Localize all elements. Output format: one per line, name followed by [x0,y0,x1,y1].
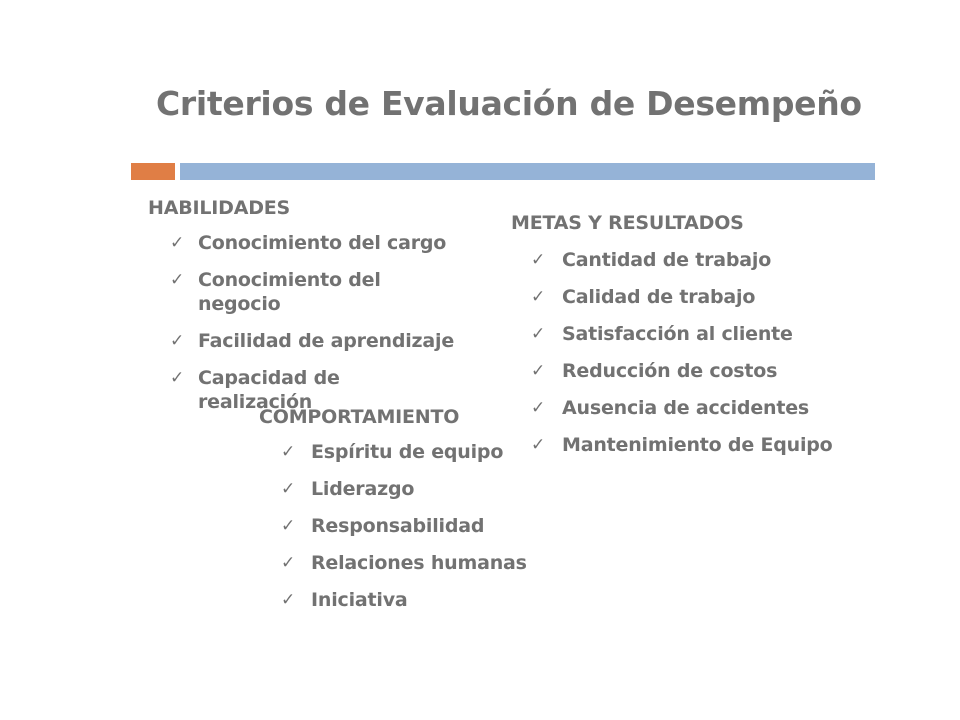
check-icon: ✓ [281,479,296,499]
list-item-label: Conocimiento del cargo [198,232,447,254]
list-item-label: Espíritu de equipo [311,441,504,463]
list-item-label: Relaciones humanas [311,552,527,574]
check-icon: ✓ [170,368,185,388]
list-item-label: Liderazgo [311,478,415,500]
check-icon: ✓ [281,590,296,610]
list-item [511,396,833,420]
section-heading-comportamiento: COMPORTAMIENTO [259,406,460,428]
check-icon: ✓ [281,553,296,573]
list-item [511,285,833,309]
check-icon: ✓ [531,287,546,307]
check-icon: ✓ [531,398,546,418]
list-item [148,329,458,353]
list-item [259,588,527,612]
list-item [259,551,527,575]
list-item-label: Facilidad de aprendizaje [198,330,455,352]
slide-title: Criterios de Evaluación de Desempeño [156,84,862,123]
list-item [148,231,458,255]
list-item-label: Iniciativa [311,589,408,611]
list-metas [511,248,833,457]
list-item [148,268,458,316]
check-icon: ✓ [170,331,185,351]
list-habilidades [148,231,458,414]
list-item [259,440,527,464]
list-comportamiento [259,440,527,612]
list-item [511,248,833,272]
list-item [511,359,833,383]
list-item-label: Conocimiento del negocio [198,269,381,315]
section-metas-y-resultados [511,212,833,470]
list-item-label: Capacidad de realización [198,367,340,413]
list-item [259,514,527,538]
check-icon: ✓ [531,250,546,270]
list-item-label: Reducción de costos [562,360,778,382]
section-comportamiento [259,406,527,625]
check-icon: ✓ [281,442,296,462]
list-item-label: Calidad de trabajo [562,286,756,308]
check-icon: ✓ [170,270,185,290]
list-item-label: Ausencia de accidentes [562,397,810,419]
list-item [511,433,833,457]
check-icon: ✓ [531,324,546,344]
check-icon: ✓ [531,361,546,381]
title-accent-bar-blue [180,163,875,180]
list-item-label: Mantenimiento de Equipo [562,434,833,456]
title-accent-bar-orange [131,163,175,180]
section-habilidades [148,197,458,427]
list-item-label: Cantidad de trabajo [562,249,772,271]
check-icon: ✓ [531,435,546,455]
list-item-label: Responsabilidad [311,515,485,537]
list-item [259,477,527,501]
section-heading-metas: METAS Y RESULTADOS [511,212,744,234]
list-item-label: Satisfacción al cliente [562,323,793,345]
section-heading-habilidades: HABILIDADES [148,197,291,219]
check-icon: ✓ [281,516,296,536]
list-item [511,322,833,346]
check-icon: ✓ [170,233,185,253]
